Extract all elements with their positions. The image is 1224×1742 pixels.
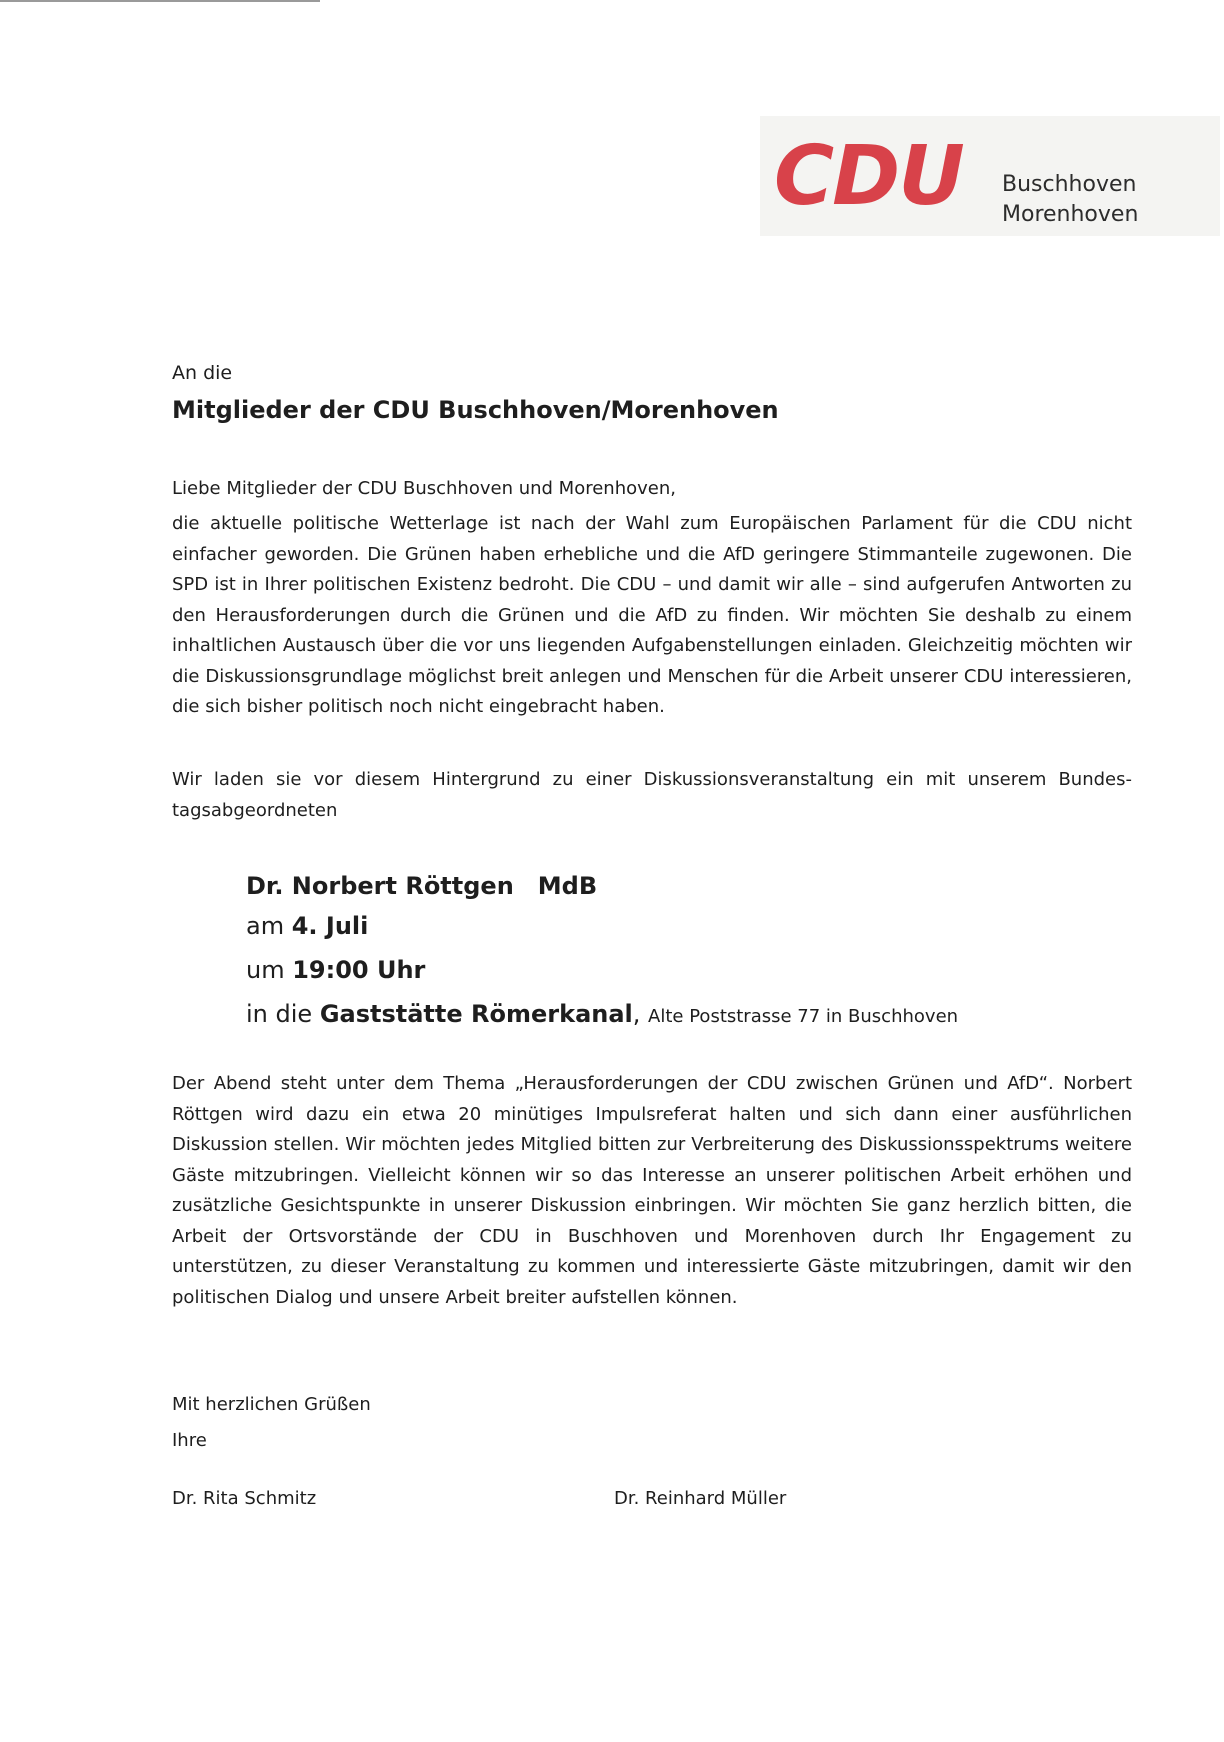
recipient-heading: Mitglieder der CDU Buschhoven/Morenhoven [172, 396, 779, 424]
paragraph-intro: die aktuelle politische Wetterlage ist nach der Wahl zum Europäischen Parlament für die CDU nicht einfacher geworden. Die Grünen haben erhebliche und die AfD geringere Stimmanteile zugewonen. Die SPD ist in Ihrer politischen Existenz bedroht. Die CDU – und damit wir alle – sind aufgerufen Antworten zu den Herausforderungen durch die Grünen und die AfD zu finden. Wir möchten Sie deshalb zu einem inhaltlichen Austausch über die vor uns liegenden Aufgabenstellungen einladen. Gleichzeitig möchten wir die Diskussionsgrundlage möglichst breit anlegen und Menschen für die Arbeit unserer CDU interessieren, die sich bisher politisch noch nicht eingebracht haben. [172, 513, 1132, 717]
time-prefix: um [246, 956, 285, 984]
logo-location-line2: Morenhoven [1002, 202, 1139, 227]
date-value: 4. Juli [291, 912, 369, 940]
event-date [246, 912, 1146, 940]
signature-left: Dr. Rita Schmitz [172, 1488, 317, 1509]
venue-separator: , [632, 1000, 641, 1028]
time-value: 19:00 Uhr [292, 956, 426, 984]
greeting: Liebe Mitglieder der CDU Buschhoven und Morenhoven, [172, 478, 676, 499]
cdu-logo-location [1002, 170, 1138, 230]
venue-prefix: in die [246, 1000, 313, 1028]
closing: Mit herzlichen Grüßen [172, 1394, 371, 1415]
venue-address: Alte Poststrasse 77 in Buschhoven [648, 1006, 959, 1027]
closing-ihre: Ihre [172, 1430, 207, 1451]
event-speaker [246, 872, 1146, 900]
speaker-title: MdB [537, 872, 598, 900]
signature-right: Dr. Reinhard Müller [614, 1488, 787, 1509]
event-venue [246, 1000, 1146, 1028]
speaker-name: Dr. Norbert Röttgen [246, 872, 514, 900]
cdu-logo [760, 116, 1220, 236]
paragraph-details: Der Abend steht unter dem Thema „Herausforderungen der CDU zwischen Grünen und AfD“. Norbert Röttgen wird dazu ein etwa 20 minütiges Impulsreferat halten und sich dann einer ausführlichen Diskussion stellen. Wir möchten jedes Mitglied bitten zur Verbreiterung des Diskussionsspektrums weitere Gäste mitzubringen. Vielleicht können wir so das Interesse an unserer politischen Arbeit erhöhen und zusätzliche Gesichtspunkte in unserer Diskussion einbringen. Wir möchten Sie ganz herzlich bitten, die Arbeit der Ortsvorstände der CDU in Buschhoven und Morenhoven durch Ihr Engagement zu unterstützen, zu dieser Veranstaltung zu kommen und interessierte Gäste mitzubringen, damit wir den politischen Dialog und unsere Arbeit breiter aufstellen können. [172, 1073, 1132, 1308]
address-prefix: An die [172, 362, 233, 384]
event-time [246, 956, 1146, 984]
logo-location-line1: Buschhoven [1002, 172, 1137, 197]
date-prefix: am [246, 912, 285, 940]
venue-name: Gaststätte Römerkanal [319, 1000, 633, 1028]
scan-edge-mark [0, 0, 320, 2]
paragraph-invitation: Wir laden sie vor diesem Hintergrund zu einer Diskussionsveranstaltung ein mit unserem Bundes-tagsabgeordneten [172, 769, 1132, 821]
cdu-logo-mark: CDU [774, 129, 963, 224]
